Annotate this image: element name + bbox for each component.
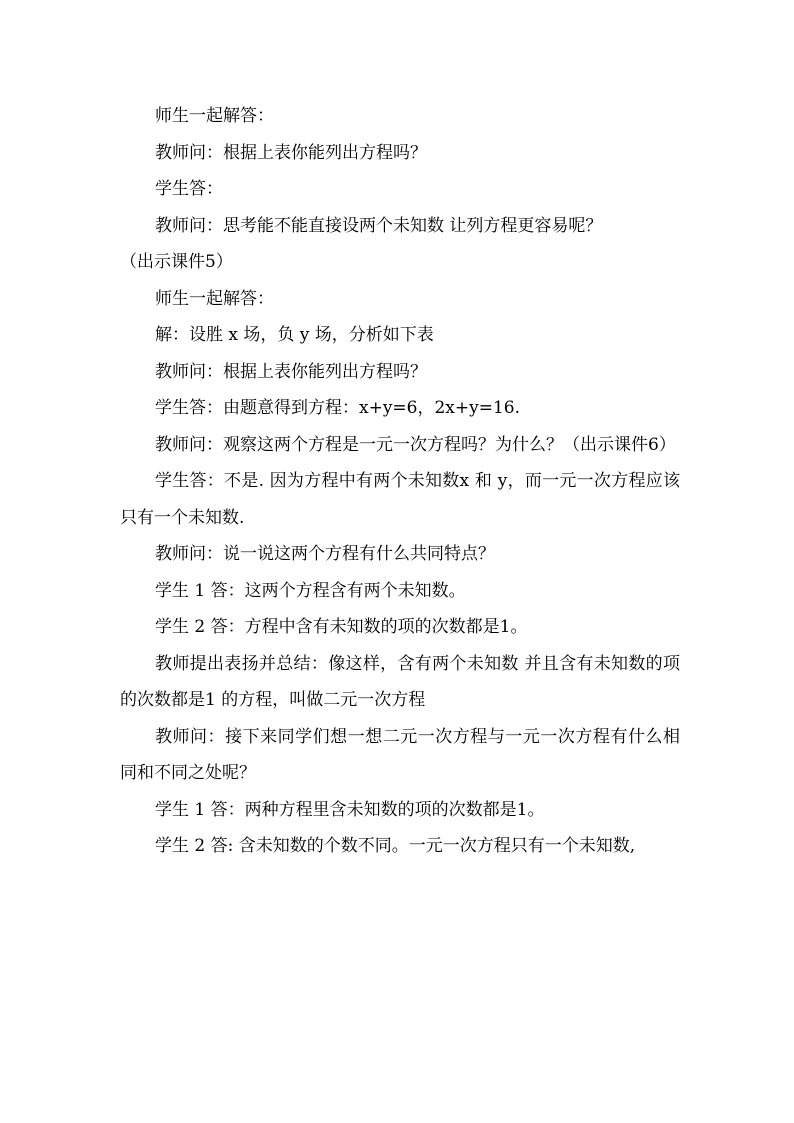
paragraph: 教师问：根据上表你能列出方程吗？ [155, 361, 427, 382]
paragraph: 师生一起解答： [155, 106, 274, 126]
paragraph: 学生 2 答: 含未知数的个数不同。一元一次方程只有一个未知数, [155, 836, 636, 856]
paragraph: 学生 1 答：两种方程里含未知数的项的次数都是1。 [155, 799, 545, 820]
paragraph: 学生 2 答：方程中含有未知数的项的次数都是1。 [155, 617, 528, 637]
paragraph: （出示课件5） [120, 252, 233, 272]
paragraph: 学生 1 答：这两个方程含有两个未知数。 [155, 580, 466, 601]
document-body [120, 98, 680, 865]
paragraph: 教师问：根据上表你能列出方程吗？ [155, 142, 427, 163]
paragraph: 教师问：观察这两个方程是一元一次方程吗？为什么？（出示课件6） [155, 434, 676, 455]
paragraph: 教师问：接下来同学们想一想二元一次方程与一元一次方程有什么相同和不同之处呢？ [120, 726, 680, 783]
paragraph: 师生一起解答： [155, 288, 274, 309]
paragraph: 学生答： [155, 179, 223, 199]
paragraph: 学生答：不是. 因为方程中有两个未知数x 和 y，而一元一次方程应该只有一个未知数. [120, 471, 680, 528]
paragraph: 解：设胜 x 场，负 y 场，分析如下表 [155, 325, 434, 345]
paragraph: 教师提出表扬并总结：像这样，含有两个未知数 并且含有未知数的项的次数都是1 的方程，叫做二元一次方程 [120, 653, 680, 710]
paragraph: 教师问：说一说这两个方程有什么共同特点？ [155, 544, 495, 564]
paragraph: 教师问：思考能不能直接设两个未知数 让列方程更容易呢？ [155, 215, 603, 236]
paragraph: 学生答：由题意得到方程：x+y=6，2x+y=16. [155, 398, 521, 418]
